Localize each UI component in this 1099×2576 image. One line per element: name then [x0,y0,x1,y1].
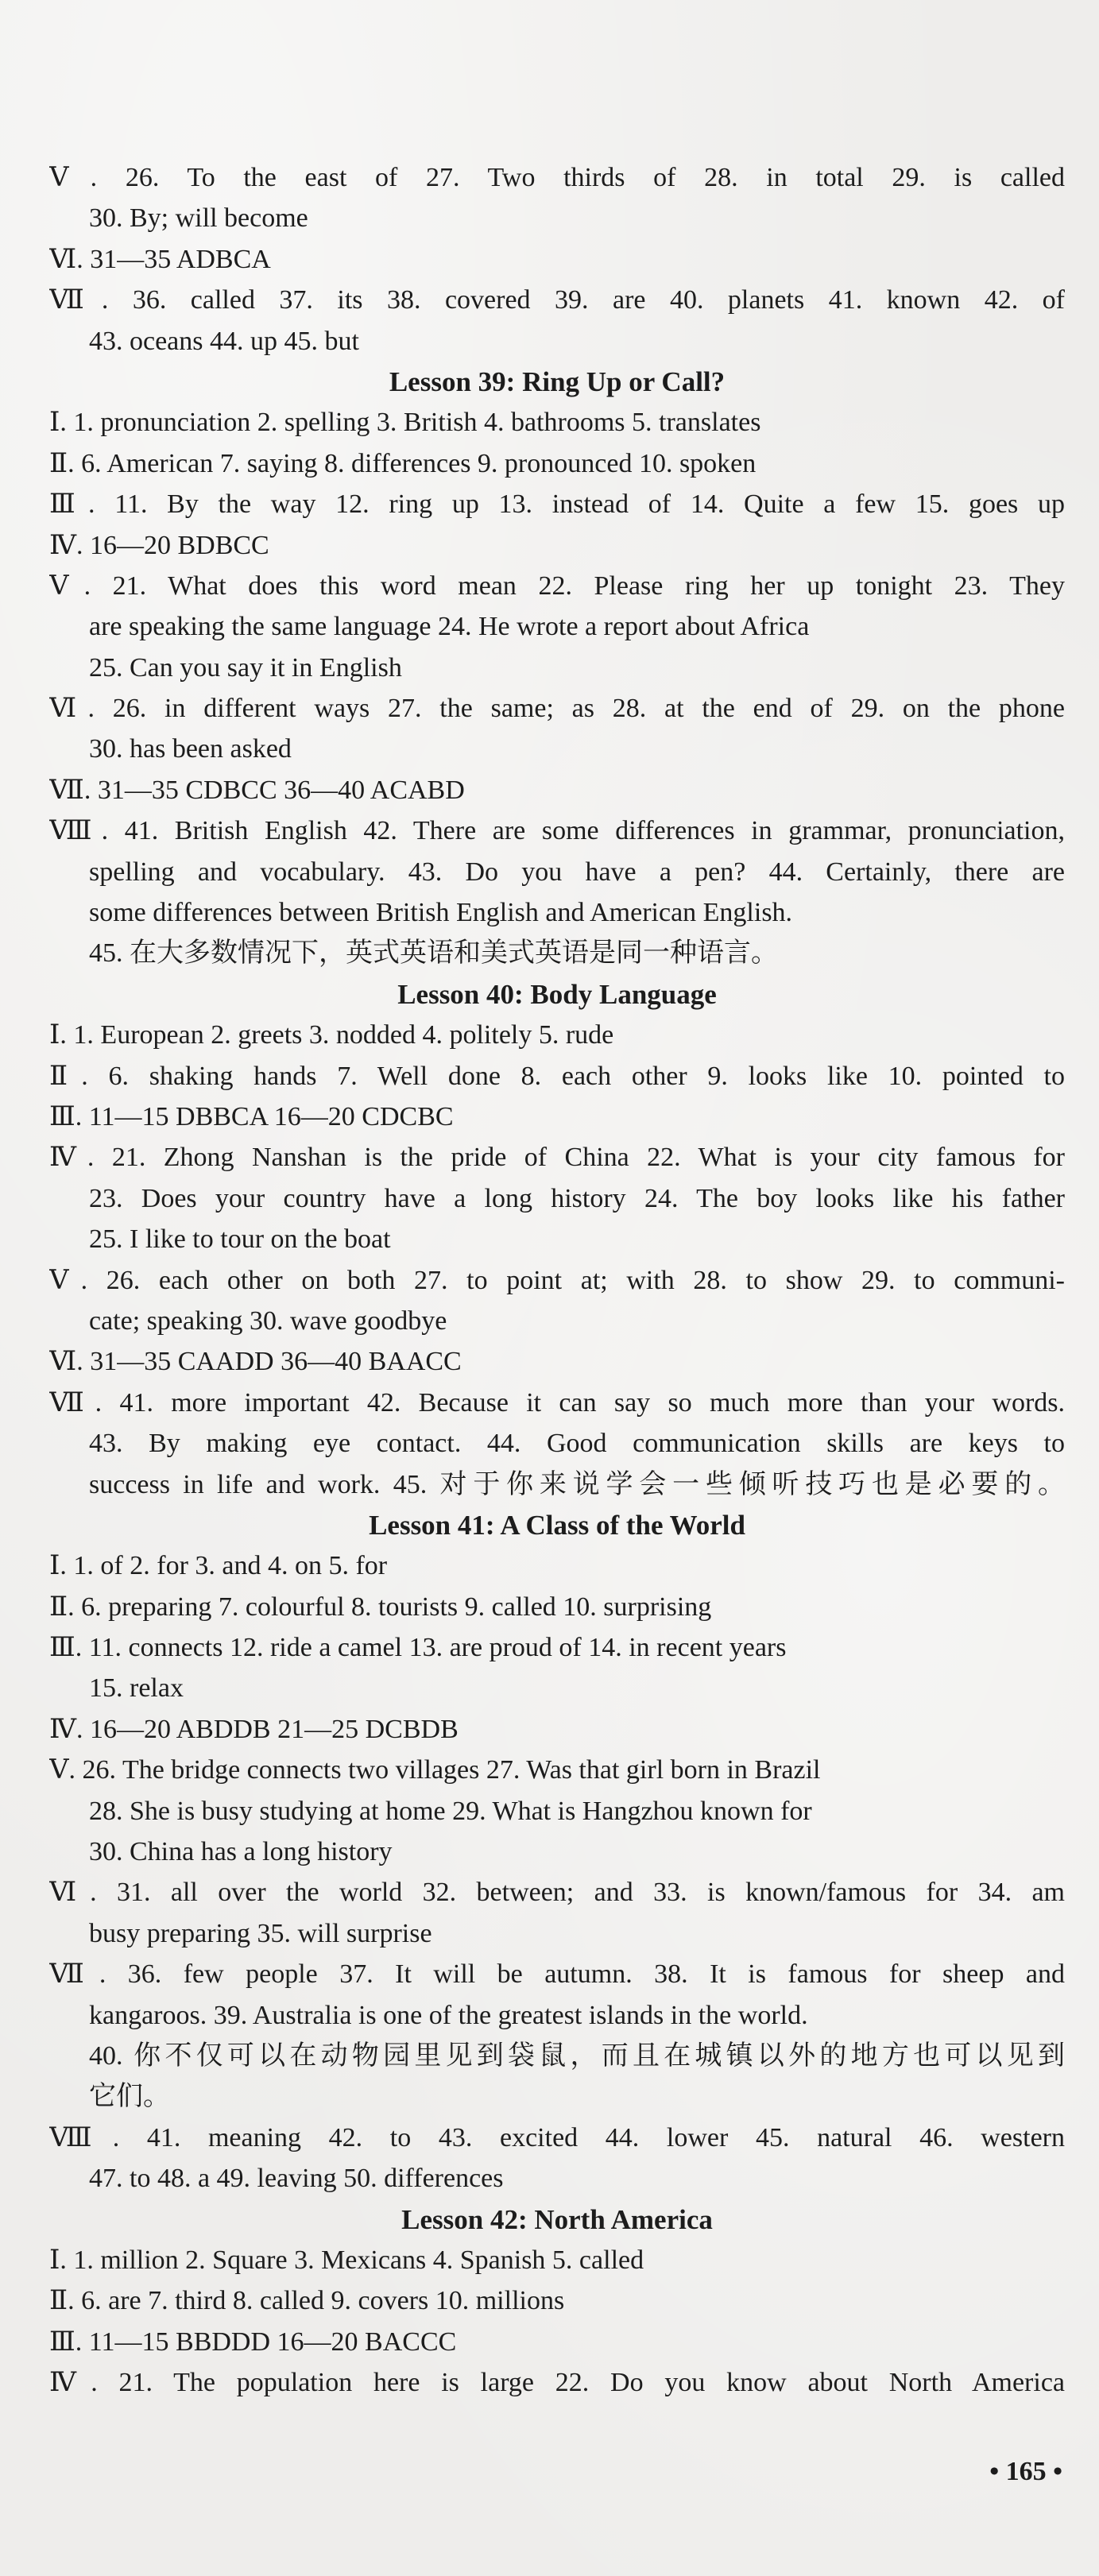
answer-line: Ⅰ. 1. European 2. greets 3. nodded 4. politely 5. rude [49,1020,614,1050]
answer-line: Ⅶ. 41. more important 42. Because it can say so much more than your words. [49,1387,1065,1418]
answer-line: success in life and work. 45. 对于你来说学会一些倾听技巧也是必要的。 [89,1469,1065,1499]
answer-line: Ⅶ. 36. called 37. its 38. covered 39. are 40. planets 41. known 42. of [49,285,1065,315]
answer-line: Ⅰ. 1. of 2. for 3. and 4. on 5. for [49,1551,388,1581]
answer-line: Ⅲ. 11—15 DBBCA 16—20 CDCBC [49,1101,454,1131]
answer-line: Ⅲ. 11. By the way 12. ring up 13. instead of 14. Quite a few 15. goes up [49,489,1065,520]
answer-line: 30. By; will become [89,203,308,234]
answer-line: Ⅴ. 26. To the east of 27. Two thirds of 28. in total 29. is called [49,163,1065,192]
answer-line: Ⅴ. 26. each other on both 27. to point at; with 28. to show 29. to communi- [49,1265,1065,1295]
answer-line: cate; speaking 30. wave goodbye [89,1305,447,1336]
answer-line: 43. By making eye contact. 44. Good communication skills are keys to [89,1429,1065,1459]
answer-line: Ⅰ. 1. pronunciation 2. spelling 3. British 4. bathrooms 5. translates [49,408,761,438]
answer-line: 30. China has a long history [89,1837,393,1867]
answer-line: 30. has been asked [89,734,292,764]
answer-line: Ⅱ. 6. preparing 7. colourful 8. tourists 9. called 10. surprising [49,1592,712,1622]
answer-line: some differences between British English and American English. [89,898,793,928]
answer-key-content [49,157,1065,2403]
answer-line: 40. 你不仅可以在动物园里见到袋鼠，而且在城镇以外的地方也可以见到 [89,2040,1065,2071]
answer-line: Ⅳ. 21. Zhong Nanshan is the pride of China 22. What is your city famous for [49,1143,1065,1173]
answer-line: Ⅷ. 41. meaning 42. to 43. excited 44. lower 45. natural 46. western [49,2122,1065,2152]
answer-line: 25. I like to tour on the boat [89,1224,391,1255]
answer-line: Ⅴ. 21. What does this word mean 22. Please ring her up tonight 23. They [49,571,1065,601]
answer-line: 23. Does your country have a long history 24. The boy looks like his father [89,1183,1065,1213]
answer-line: Ⅶ. 36. few people 37. It will be autumn. 38. It is famous for sheep and [49,1959,1065,1990]
answer-line: Ⅴ. 26. The bridge connects two villages 27. Was that girl born in Brazil [49,1755,821,1785]
answer-line: Ⅱ. 6. American 7. saying 8. differences 9. pronounced 10. spoken [49,448,757,478]
answer-line: 43. oceans 44. up 45. but [89,326,359,356]
answer-line: spelling and vocabulary. 43. Do you have a pen? 44. Certainly, there are [89,857,1065,887]
answer-line: Ⅵ. 31. all over the world 32. between; and 33. is known/famous for 34. am [49,1878,1065,1908]
answer-line: Ⅲ. 11. connects 12. ride a camel 13. are proud of 14. in recent years [49,1633,787,1663]
answer-line: 45. 在大多数情况下，英式英语和美式英语是同一种语言。 [89,938,778,969]
answer-line: are speaking the same language 24. He wrote a report about Africa [89,612,810,642]
answer-line: Ⅱ. 6. shaking hands 7. Well done 8. each other 9. looks like 10. pointed to [49,1061,1065,1091]
answer-line: Ⅲ. 11—15 BBDDD 16—20 BACCC [49,2327,457,2357]
answer-line: Ⅷ. 41. British English 42. There are some differences in grammar, pronunciation, [49,816,1065,846]
lesson-heading: Lesson 39: Ring Up or Call? [389,366,726,397]
answer-line: Ⅶ. 31—35 CDBCC 36—40 ACABD [49,775,465,805]
answer-line: 25. Can you say it in English [89,652,402,683]
answer-line: Ⅵ. 31—35 CAADD 36—40 BAACC [49,1347,462,1377]
answer-line: Ⅳ. 16—20 BDBCC [49,530,269,560]
answer-line: Ⅵ. 26. in different ways 27. the same; as 28. at the end of 29. on the phone [49,694,1065,724]
answer-line: busy preparing 35. will surprise [89,1918,432,1948]
answer-line: Ⅳ. 16—20 ABDDB 21—25 DCBDB [49,1714,459,1744]
answer-line: Ⅱ. 6. are 7. third 8. called 9. covers 10. millions [49,2286,565,2316]
answer-line: Ⅰ. 1. million 2. Square 3. Mexicans 4. Spanish 5. called [49,2245,644,2275]
answer-line: Ⅵ. 31—35 ADBCA [49,244,271,274]
answer-line: 15. relax [89,1673,184,1704]
answer-line: 47. to 48. a 49. leaving 50. differences [89,2164,504,2194]
answer-line: Ⅳ. 21. The population here is large 22. Do you know about North America [49,2368,1065,2398]
lesson-heading: Lesson 41: A Class of the World [369,1509,745,1541]
lesson-heading: Lesson 42: North America [401,2203,713,2235]
answer-line: kangaroos. 39. Australia is one of the greatest islands in the world. [89,2000,808,2030]
page-number: • 165 • [989,2457,1062,2486]
lesson-heading: Lesson 40: Body Language [397,978,717,1010]
answer-line: 28. She is busy studying at home 29. What is Hangzhou known for [89,1796,812,1826]
answer-line: 它们。 [89,2082,170,2112]
